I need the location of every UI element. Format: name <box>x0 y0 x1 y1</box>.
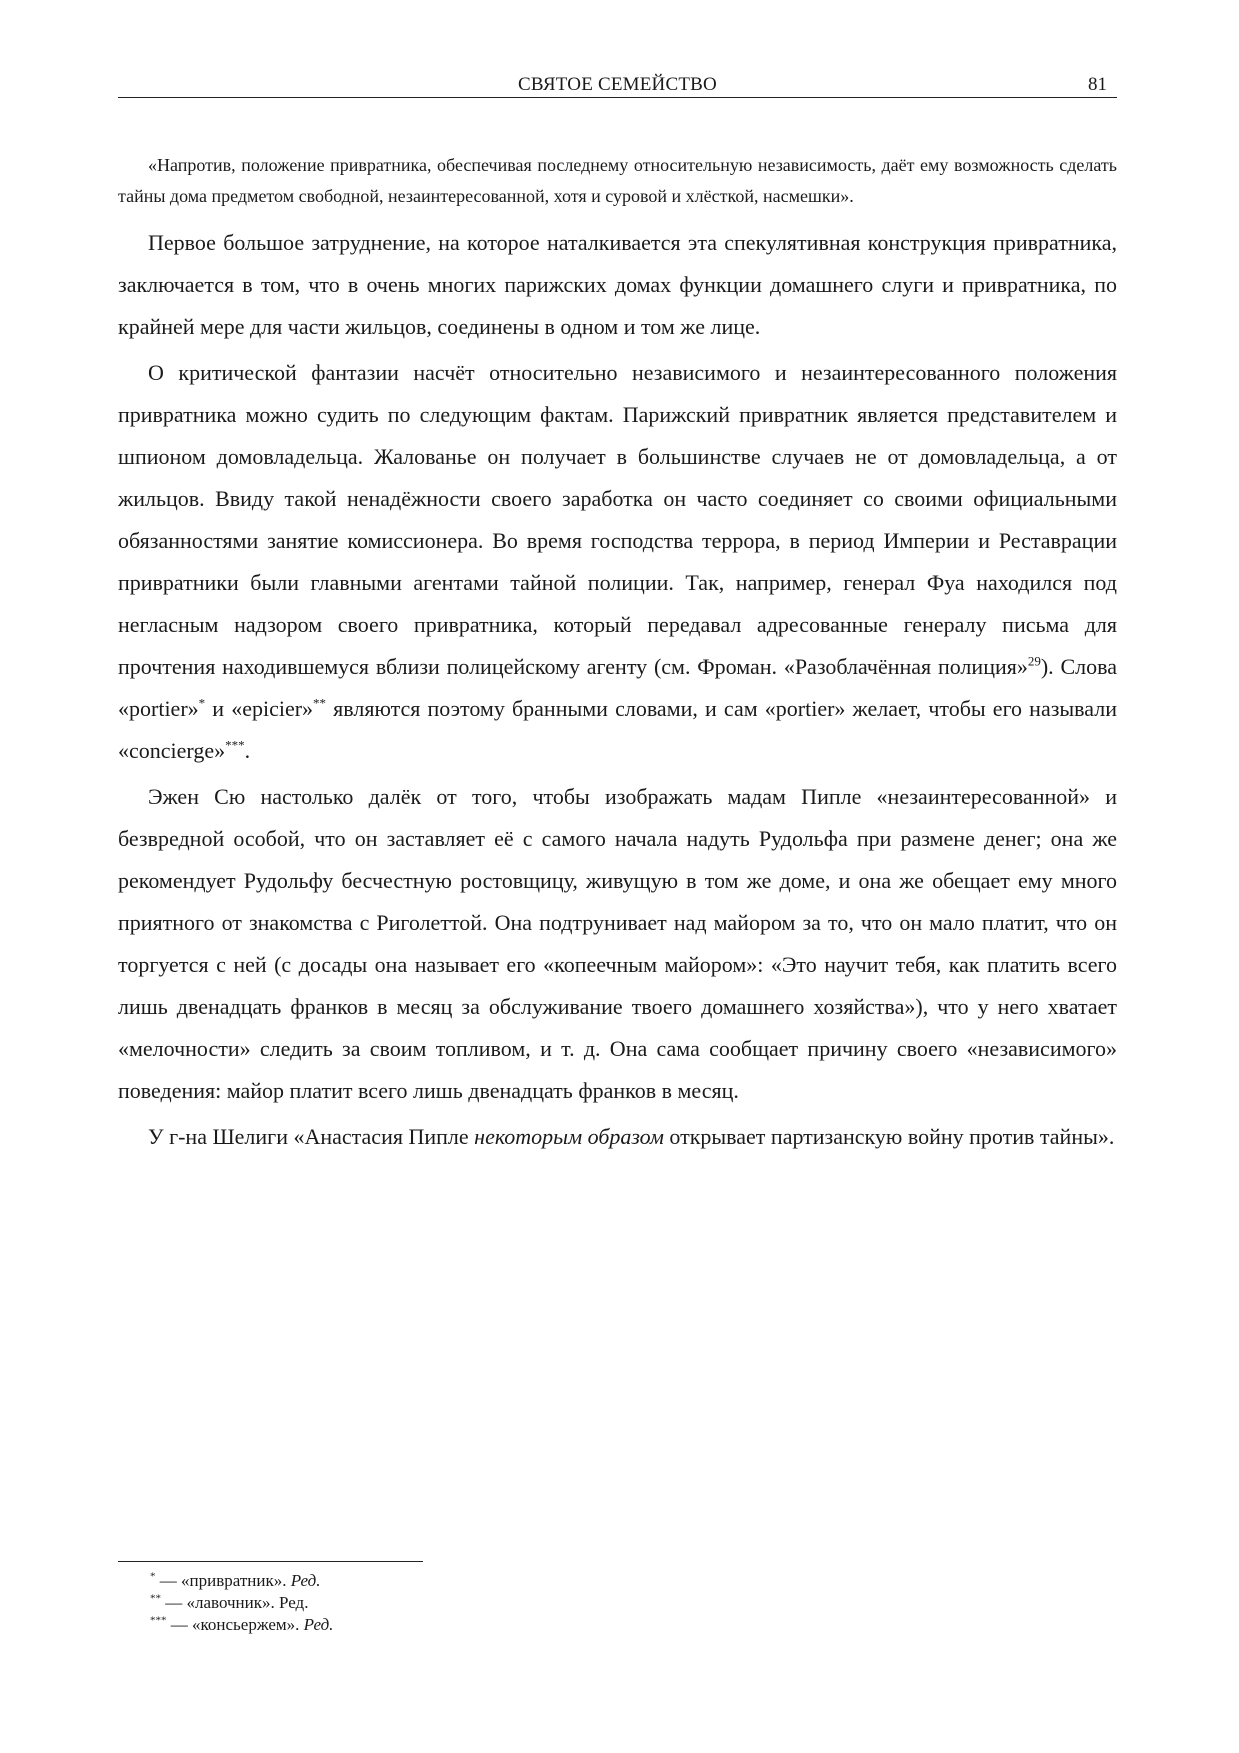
footnote-2 <box>150 1592 750 1614</box>
endnote-ref-29[interactable]: 29 <box>1027 653 1041 669</box>
footnote-editor: Ред. <box>303 1615 334 1634</box>
footnote-rule <box>118 1561 423 1562</box>
footnote-mark: *** <box>150 1614 167 1627</box>
paragraph-4 <box>118 1116 1117 1158</box>
footnote-ref-3[interactable]: *** <box>225 737 245 753</box>
footnotes <box>150 1570 750 1636</box>
paragraph-4-text-b: открывает партизанскую войну против тайны». <box>663 1124 1115 1149</box>
page-body <box>118 150 1117 1158</box>
footnote-editor: Ред. <box>290 1571 321 1590</box>
paragraph-2-text: О критической фантазии насчёт относительно независимого и незаинтересованного положения привратника можно судить по следующим фактам. Парижский привратник является представителем и шпионом домовладельца. Жалованье он получает в большинстве случаев не от домовладельца, а от жильцов. Ввиду такой ненадёжности своего заработка он часто соединяет со своими официальными обязанностями занятие комиссионера. Во время господства террора, в период Империи и Реставрации привратники были главными агентами тайной полиции. Так, например, генерал Фуа находился под негласным надзором своего привратника, который передавал адресованные генералу письма для прочтения находившемуся вблизи полицейскому агенту (см. Фроман. «Разоблачённая полиция» <box>118 360 1117 679</box>
footnote-text: — «консьержем». <box>166 1615 304 1634</box>
paragraph-2 <box>118 352 1117 772</box>
paragraph-2-text-c: и «epicier» <box>205 696 314 721</box>
page-number: 81 <box>1088 74 1107 95</box>
footnote-text: — «привратник». <box>155 1571 291 1590</box>
header-rule <box>118 97 1117 98</box>
paragraph-1: Первое большое затруднение, на которое наталкивается эта спекулятивная конструкция привратника, заключается в том, что в очень многих парижских домах функции домашнего слуги и привратника, по крайней мере для части жильцов, соединены в одном и том же лице. <box>118 230 1117 339</box>
footnote-text: — «лавочник». Ред. <box>161 1593 309 1612</box>
footnote-mark: ** <box>150 1592 161 1605</box>
running-header <box>118 74 1117 98</box>
paragraph-4-text: У г-на Шелиги «Анастасия Пипле <box>148 1124 475 1149</box>
footnote-1 <box>150 1570 750 1592</box>
paragraph-3: Эжен Сю настолько далёк от того, чтобы изображать мадам Пипле «незаинтересованной» и безвредной особой, что он заставляет её с самого начала надуть Рудольфа при размене денег; она же рекомендует Рудольфу бесчестную ростовщицу, живущую в том же доме, и она же обещает ему много приятного от знакомства с Риголеттой. Она подтрунивает над майором за то, что он мало платит, что он торгуется с ней (с досады она называет его «копеечным майором»: «Это научит тебя, как платить всего лишь двенадцать франков в месяц за обслуживание твоего домашнего хозяйства»), что у него хватает «мелочности» следить за своим топливом, и т. д. Она сама сообщает причину своего «независимого» поведения: майор платит всего лишь двенадцать франков в месяц. <box>118 784 1117 1103</box>
footnote-ref-2[interactable]: ** <box>313 695 327 711</box>
footnote-mark: * <box>150 1570 156 1583</box>
footnote-ref-1[interactable]: * <box>198 695 206 711</box>
paragraph-2-text-d: являются поэтому бранными словами, и сам «portier» желает, чтобы его называли «concierge» <box>118 696 1117 763</box>
paragraph-2-text-b: ). Слова «portier» <box>118 654 1117 721</box>
footnote-3 <box>150 1614 750 1636</box>
block-quote: «Напротив, положение привратника, обеспечивая последнему относительную независимость, даёт ему возможность сделать тайны дома предметом свободной, незаинтересованной, хотя и суровой и хлёсткой, насмешки». <box>118 155 1117 206</box>
paragraph-2-text-e: . <box>244 738 251 763</box>
running-title: СВЯТОЕ СЕМЕЙСТВО <box>518 74 717 95</box>
paragraph-4-italic: некоторым образом <box>474 1124 664 1149</box>
